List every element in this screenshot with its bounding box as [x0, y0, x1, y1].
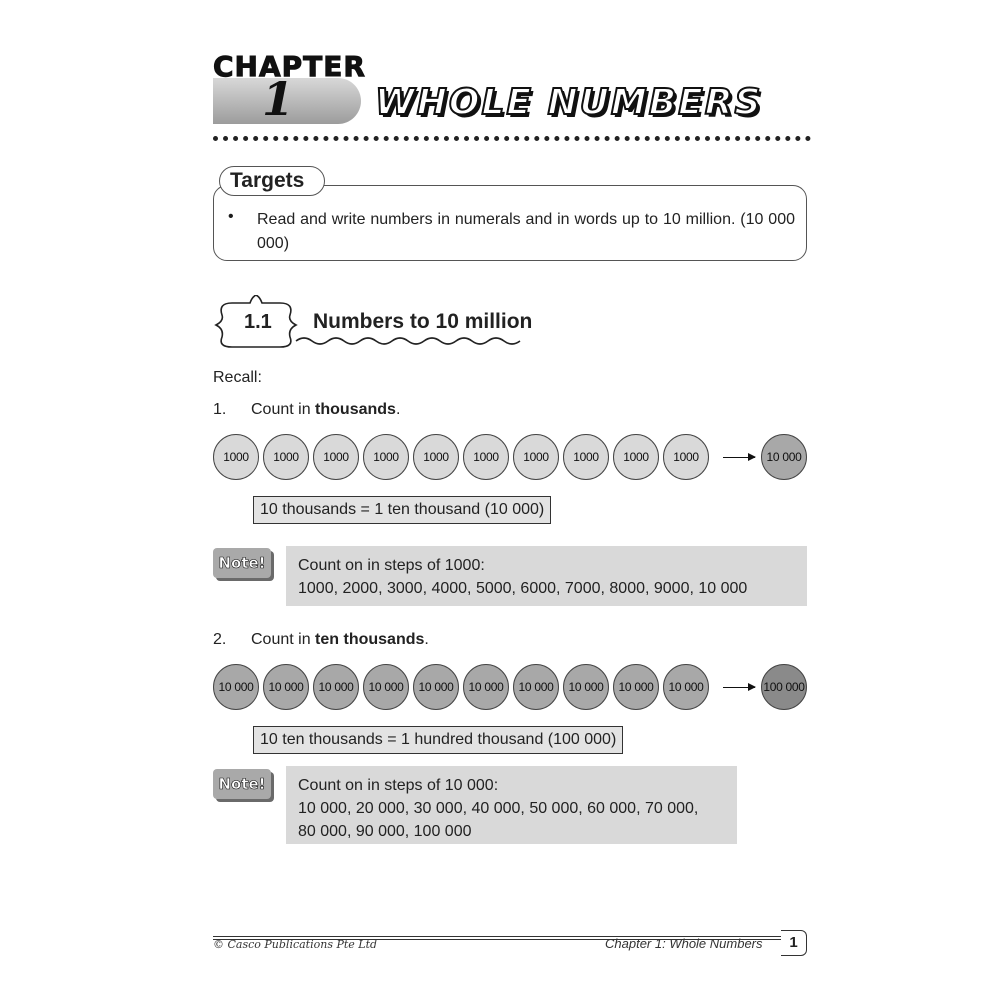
coin: 10 000 — [313, 664, 359, 710]
coin: 10 000 — [263, 664, 309, 710]
chapter-label: CHAPTER — [213, 50, 366, 83]
page-number: 1 — [781, 930, 807, 956]
coin: 1000 — [363, 434, 409, 480]
coin: 10 000 — [663, 664, 709, 710]
coin: 10 000 — [513, 664, 559, 710]
note-line: Count on in steps of 10 000: — [298, 777, 499, 794]
coin-row — [213, 434, 813, 482]
note-line: 1000, 2000, 3000, 4000, 5000, 6000, 7000, 8000, 9000, 10 000 — [298, 580, 748, 597]
coin: 1000 — [563, 434, 609, 480]
note-box — [286, 766, 737, 844]
note-box — [286, 546, 807, 606]
coin: 1000 — [663, 434, 709, 480]
copyright: © Casco Publications Pte Ltd — [213, 938, 378, 951]
chapter-title: WHOLE NUMBERS — [375, 82, 763, 123]
section-number: 1.1 — [244, 311, 272, 333]
targets-label: Targets — [219, 166, 325, 196]
item-heading: Count in ten thousands. — [251, 631, 429, 648]
dotted-divider — [213, 136, 811, 141]
target-item: Read and write numbers in numerals and in words up to 10 million. (10 000 000) — [257, 211, 795, 252]
coin: 1000 — [263, 434, 309, 480]
chapter-number: 1 — [262, 72, 295, 126]
coin: 1000 — [313, 434, 359, 480]
note-line: 80 000, 90 000, 100 000 — [298, 823, 472, 840]
coin: 1000 — [413, 434, 459, 480]
fact-box: 10 ten thousands = 1 hundred thousand (100 000) — [253, 726, 623, 754]
item-number: 1. — [213, 401, 227, 418]
coin: 10 000 — [563, 664, 609, 710]
coin: 10 000 — [463, 664, 509, 710]
note-badge: Note! — [213, 769, 271, 799]
fact-box: 10 thousands = 1 ten thousand (10 000) — [253, 496, 551, 524]
result-coin: 100 000 — [761, 664, 807, 710]
note-line: 10 000, 20 000, 30 000, 40 000, 50 000, 60 000, 70 000, — [298, 800, 699, 817]
section-title: Numbers to 10 million — [313, 310, 533, 333]
coin: 1000 — [513, 434, 559, 480]
arrow-right-icon — [723, 457, 755, 458]
coin: 10 000 — [413, 664, 459, 710]
item-heading: Count in thousands. — [251, 401, 401, 418]
item-number: 2. — [213, 631, 227, 648]
bullet-icon: • — [228, 208, 234, 225]
coin: 1000 — [613, 434, 659, 480]
result-coin: 10 000 — [761, 434, 807, 480]
arrow-right-icon — [723, 687, 755, 688]
coin: 1000 — [213, 434, 259, 480]
recall-label: Recall: — [213, 369, 262, 386]
coin: 1000 — [463, 434, 509, 480]
note-line: Count on in steps of 1000: — [298, 557, 485, 574]
coin: 10 000 — [213, 664, 259, 710]
coin: 10 000 — [613, 664, 659, 710]
footer-chapter-ref: Chapter 1: Whole Numbers — [605, 936, 763, 951]
note-badge: Note! — [213, 548, 271, 578]
coin-row — [213, 664, 813, 712]
coin: 10 000 — [363, 664, 409, 710]
